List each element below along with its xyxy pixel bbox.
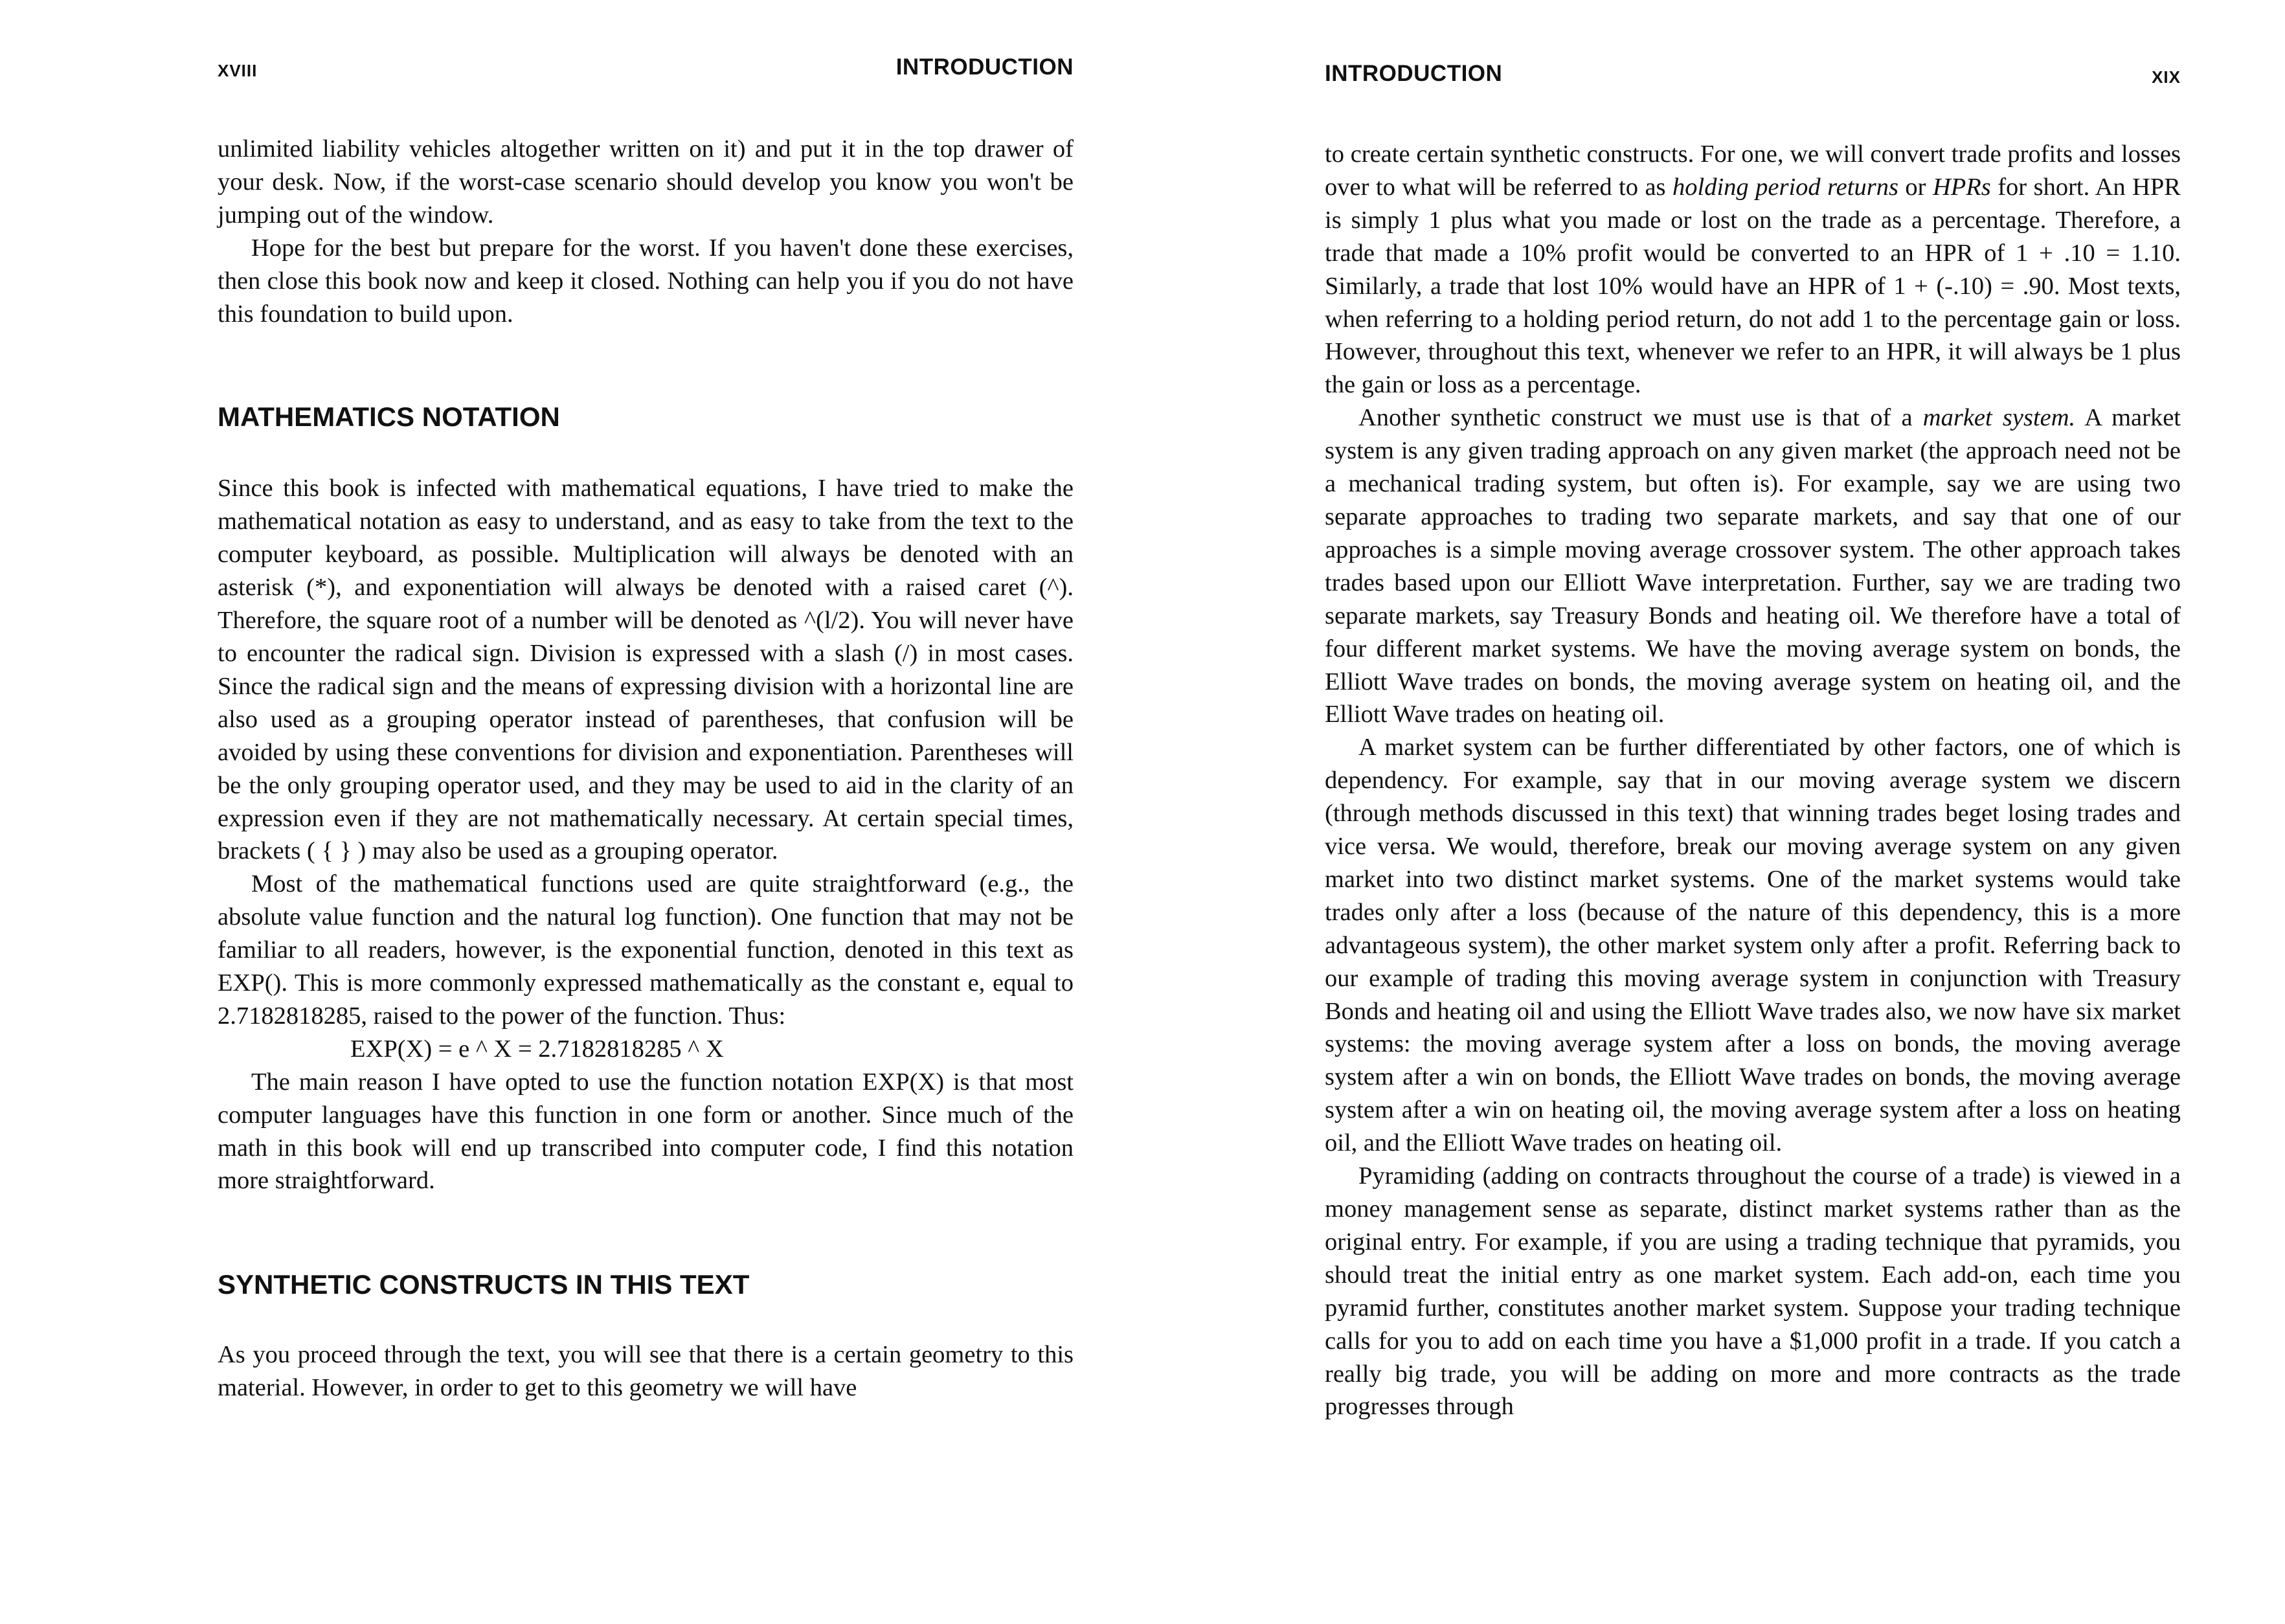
paragraph: Since this book is infected with mathematical equations, I have tried to make the mathematical notation as easy to understand, and as easy to take from the text to the computer keyboard, as possible. Multiplication will always be denoted with an asterisk (*), and exponentiation will always be denoted with a raised caret (^). Therefore, the square root of a number will be denoted as ^(l/2). You will never have to encounter the radical sign. Division is expressed with a slash (/) in most cases. Since the radical sign and the means of expressing division with a horizontal line are also used as a grouping operator instead of parentheses, that confusion will be avoided by using these conventions for division and exponentiation. Parentheses will be the only grouping operator used, and they may be used to aid in the clarity of an expression even if they are not mathematically necessary. At certain special times, brackets ( { } ) may also be used as a grouping operator. bbox=[218, 475, 1074, 865]
text-run: or bbox=[1898, 173, 1933, 201]
paragraph: The main reason I have opted to use the function notation EXP(X) is that most computer languages have this function in one form or another. Since much of the math in this book will end up transcribed into computer code, I find this notation more straightforward. bbox=[218, 1068, 1074, 1195]
left-running-head bbox=[218, 54, 1074, 87]
right-body-text bbox=[1325, 138, 2181, 1423]
paragraph: A market system can be further differentiated by other factors, one of which is dependency. For example, say that in our moving average system we discern (through methods discussed in this text) that winning trades beget losing trades and vice versa. We would, therefore, break our moving average system on any given market into two distinct market systems. One of the market systems would take trades only after a loss (because of the nature of this dependency, this is a more advantageous system), the other market system only after a profit. Referring back to our example of trading this moving average system in conjunction with Treasury Bonds and heating oil and using the Elliott Wave trades also, we now have six market systems: the moving average system after a loss on bonds, the moving average system after a win on bonds, the Elliott Wave trades on bonds, the moving average system after a win on heating oil, the moving average system after a loss on heating oil, and the Elliott Wave trades on heating oil. bbox=[1325, 734, 2181, 1157]
paragraph: Pyramiding (adding on contracts throughout the course of a trade) is viewed in a money management sense as separate, distinct market systems rather than as the original entry. For example, if you are using a trading technique that pyramids, you should treat the initial entry as one market system. Each add-on, each time you pyramid further, constitutes another market system. Suppose your trading technique calls for you to add on each time you have a $1,000 profit in a trade. If you catch a really big trade, you will be adding on more and more contracts as the trade progresses through bbox=[1325, 1162, 2181, 1421]
italic-term-market-system: market system. bbox=[1922, 404, 2076, 432]
left-body-text bbox=[218, 133, 1074, 1404]
paragraph: Hope for the best but prepare for the worst. If you haven't done these exercises, then close this book now and keep it closed. Nothing can help you if you do not have this foundation to build upon. bbox=[218, 234, 1074, 328]
left-running-title: INTRODUCTION bbox=[895, 54, 1074, 80]
italic-term-hprs: HPRs bbox=[1932, 173, 1991, 201]
text-run: to create certain synthetic constructs. For one, we will convert trade profits and losses over to what will be referred to as bbox=[1325, 141, 2181, 201]
text-run: A market system is any given trading approach on any given market (the approach need not be a mechanical trading system, but often is). For example, say we are using two separate approaches to trading two separate markets, and say that one of our approaches is a simple moving average crossover system. The other approach takes trades based upon our Elliott Wave interpretation. Further, say we are trading two separate markets, say Treasury Bonds and heating oil. We therefore have a total of four different market systems. We have the moving average system on bonds, the Elliott Wave trades on bonds, the moving average system on heating oil, and the Elliott Wave trades on heating oil. bbox=[1325, 404, 2181, 728]
italic-term-holding-period-returns: holding period returns bbox=[1672, 173, 1898, 201]
right-running-head bbox=[1325, 61, 2181, 93]
paragraph bbox=[1325, 401, 2181, 731]
text-run: Another synthetic construct we must use is that of a bbox=[1358, 404, 1923, 432]
paragraph: unlimited liability vehicles altogether written on it) and put it in the top drawer of your desk. Now, if the worst-case scenario should develop you know you won't be jumping out of the window. bbox=[218, 135, 1074, 229]
paragraph bbox=[1325, 138, 2181, 401]
paragraph: As you proceed through the text, you will see that there is a certain geometry to this material. However, in order to get to this geometry we will have bbox=[218, 1341, 1074, 1402]
section-heading-synthetic-constructs: SYNTHETIC CONSTRUCTS IN THIS TEXT bbox=[218, 1269, 750, 1300]
text-run: for short. An HPR is simply 1 plus what you made or lost on the trade as a percentage. Therefore, a trade that made a 10% profit would be converted to an HPR of 1 + .10 = 1.10. Similarly, a trade that lost 10% would have an HPR of 1 + (-.10) = .90. Most texts, when referring to a holding period return, do not add 1 to the percentage gain or loss. However, throughout this text, whenever we refer to an HPR, it will always be 1 plus the gain or loss as a percentage. bbox=[1325, 173, 2181, 399]
equation-exp: EXP(X) = e ^ X = 2.7182818285 ^ X bbox=[350, 1035, 724, 1063]
section-heading-mathematics-notation: MATHEMATICS NOTATION bbox=[218, 401, 560, 433]
left-page-number: XVIII bbox=[218, 61, 258, 80]
right-running-title: INTRODUCTION bbox=[1325, 61, 1503, 86]
right-page-number: XIX bbox=[2152, 67, 2181, 87]
paragraph: Most of the mathematical functions used are quite straightforward (e.g., the absolute value function and the natural log function). One function that may not be familiar to all readers, however, is the exponential function, denoted in this text as EXP(). This is more commonly expressed mathematically as the constant e, equal to 2.7182818285, raised to the power of the function. Thus: bbox=[218, 870, 1074, 1030]
